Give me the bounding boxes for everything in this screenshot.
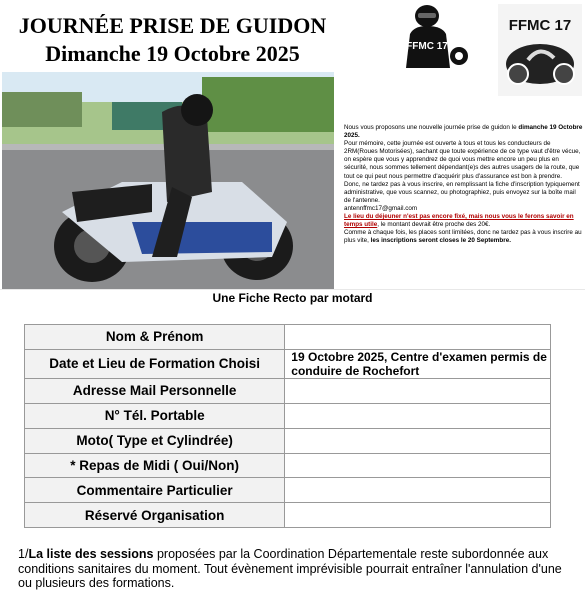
form-value-email[interactable] [285,378,551,403]
form-value-lunch[interactable] [285,453,551,478]
form-label-reserved: Réservé Organisation [25,503,285,528]
form-value-reserved [285,503,551,528]
form-value-comment[interactable] [285,478,551,503]
badge-logo-text: FFMC 17 [508,17,572,34]
form-row [25,428,551,453]
form-value-moto[interactable] [285,428,551,453]
form-label-comment: Commentaire Particulier [25,478,285,503]
form-label-phone: N° Tél. Portable [25,403,285,428]
event-date: Dimanche 19 Octobre 2025 [45,41,300,66]
intro-paragraph-5: Comme à chaque fois, les places sont limitées, donc ne tardez pas à vous inscrire au plus vite, les inscriptions seront closes le 20 Septembre. [344,229,582,245]
form-row [25,378,551,403]
divider [0,289,585,290]
intro-paragraph-4: Le lieu du déjeuner n'est pas encore fixé, mais nous vous le ferons savoir en temps utile, le montant devrait être proche des 20€. [344,213,574,229]
rider-photo [2,72,334,290]
form-label-name: Nom & Prénom [25,325,285,350]
form-label-lunch: * Repas de Midi ( Oui/Non) [25,453,285,478]
rider-logo-text: FFMC 17 [406,41,448,52]
contact-email[interactable]: antennffmc17@gmail.com [344,204,418,212]
page-title: JOURNÉE PRISE DE GUIDON [18,13,327,38]
ffmc17-rider-logo [392,4,470,68]
form-value-date-place[interactable]: 19 Octobre 2025, Centre d'examen permis de conduire de Rochefort [285,349,551,378]
intro-paragraph-3: Donc, ne tardez pas à vous inscrire, en remplissant la fiche d'inscription typiquement administrative, que vous scannez, ou photographiez, puis envoyez sur la boîte mail de l'antenne. [344,180,580,204]
registration-form [24,324,551,528]
form-row [25,349,551,378]
footnote: 1/La liste des sessions proposées par la Coordination Départementale reste subordonnée aux conditions sanitaires du moment. Tout évènement imprévisible pourrait entraîner l'annulation d'une ou plusieurs des formations. [18,547,562,590]
intro-text [344,124,584,245]
intro-paragraph-2: Pour mémoire, cette journée est ouverte à tous et tous les conducteurs de 2RM(Roues Motorisées), sachant que toute expérience de ce type vaut d'être vécue, on espère que vous y apprendrez de quoi vous mettre encore un peu plus en sécurité, nous sommes tellement dépendant(e)s des autres usagers de la route, que tout ce qui peut nous permettre d'acquérir plus d'assurance est bon à prendre. [344,140,581,180]
form-row [25,503,551,528]
form-value-name[interactable] [285,325,551,350]
fiche-label: Une Fiche Recto par motard [212,291,373,305]
ffmc17-badge-logo [498,4,582,96]
intro-paragraph-1: Nous vous proposons une nouvelle journée prise de guidon le dimanche 19 Octobre 2025. [344,124,583,140]
form-label-email: Adresse Mail Personnelle [25,378,285,403]
form-value-phone[interactable] [285,403,551,428]
form-row [25,478,551,503]
form-label-moto: Moto( Type et Cylindrée) [25,428,285,453]
form-label-date-place: Date et Lieu de Formation Choisi [25,349,285,378]
form-row [25,325,551,350]
form-row [25,403,551,428]
form-row [25,453,551,478]
